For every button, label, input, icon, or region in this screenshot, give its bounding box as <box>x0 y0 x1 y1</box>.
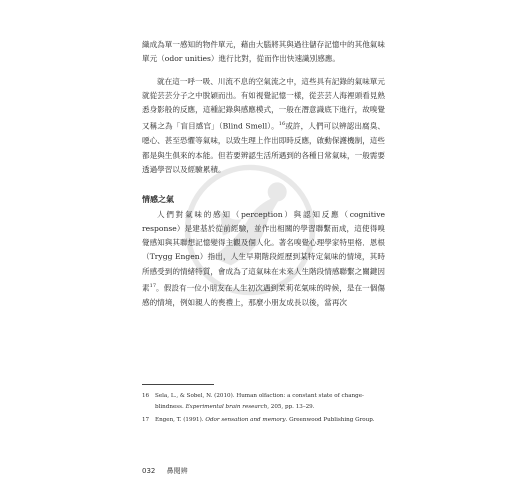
footnote-number: 16 <box>142 393 150 399</box>
page-footer <box>142 466 188 476</box>
footnote-citation-tail: . Greenwood Publishing Group. <box>285 417 375 423</box>
footnote-ref-16[interactable]: 16 <box>278 121 286 128</box>
page-number: 032 <box>142 467 156 475</box>
paragraph-1: 織成為單一感知的物件單元，藉由大腦將其與過往儲存記憶中的其他氣味單元（odor unities）進行比對，從而作出快速識別感應。 <box>142 40 385 64</box>
footnote-citation-tail: , 205, pp. 13–29. <box>267 403 315 410</box>
footnote-16 <box>142 391 385 412</box>
footnote-17 <box>142 415 385 426</box>
section-heading: 情感之氣 <box>142 195 174 205</box>
paragraph-3-text: 人們對氣味的感知（perception）與認知反應（cognitive response）是建基於從前經驗，並作出相關的學習聯繫而成，這使得嗅覺感知與其聯想記憶變得主觀及個人化。著名嗅覺心理學家特里格．恩根（Trygg Engen）指出，人生早期階段經歷到某特定氣味的情境，其時所感受到的情緒特質，會成為了這氣味在未來人生階段情感聯繫之關鍵因素 <box>142 209 385 293</box>
running-title: 鼻閱辨 <box>166 467 188 475</box>
footnote-journal-title: Experimental brain research <box>185 403 268 410</box>
footnote-ref-17[interactable]: 17 <box>149 282 157 289</box>
main-text-column <box>142 38 385 310</box>
footnote-book-title: Odor sensation and memory <box>205 417 286 423</box>
paragraph-2-text: 就在這一呼一吸、川流不息的空氣流之中，這些具有記錄的氣味單元就從芸芸分子之中脫穎而出。有如視覺記憶一樣，從芸芸人海裡頭看見熟悉身影般的反應，這種記錄與感應模式，一般在潛意識底下進行，故嗅覺又稱之為「盲目感官」（Blind Smell）。 <box>142 76 385 132</box>
paragraph-2 <box>142 75 385 178</box>
footnote-citation: Engen, T. (1991). <box>155 417 206 423</box>
paragraph-3-tail: 。假設有一位小朋友在人生初次遇到茉莉花氣味的時候，是在一個傷感的情境，例如親人的喪禮上，那麼小朋友成長以後，當再次 <box>142 283 386 307</box>
footnote-text <box>155 415 385 426</box>
footnote-number: 17 <box>142 417 150 423</box>
footnote-citation: Sela, L., & Sobel, N. (2010). Human olfaction: a constant state of change-blindness. <box>155 393 364 410</box>
paragraph-3 <box>142 208 385 311</box>
footnotes <box>142 391 385 429</box>
footnote-divider <box>142 384 214 385</box>
paragraph-2-tail: 或許，人們可以辨認出腐臭、噁心、甚至恐懼等氣味，以致生理上作出即時反應，啟動保護機制，這些都是與生俱來的本能。但若要辨認生活所遇到的各種日常氣味，一般需要透過學習以及經驗累積。 <box>142 122 385 174</box>
footnote-text <box>155 391 385 412</box>
